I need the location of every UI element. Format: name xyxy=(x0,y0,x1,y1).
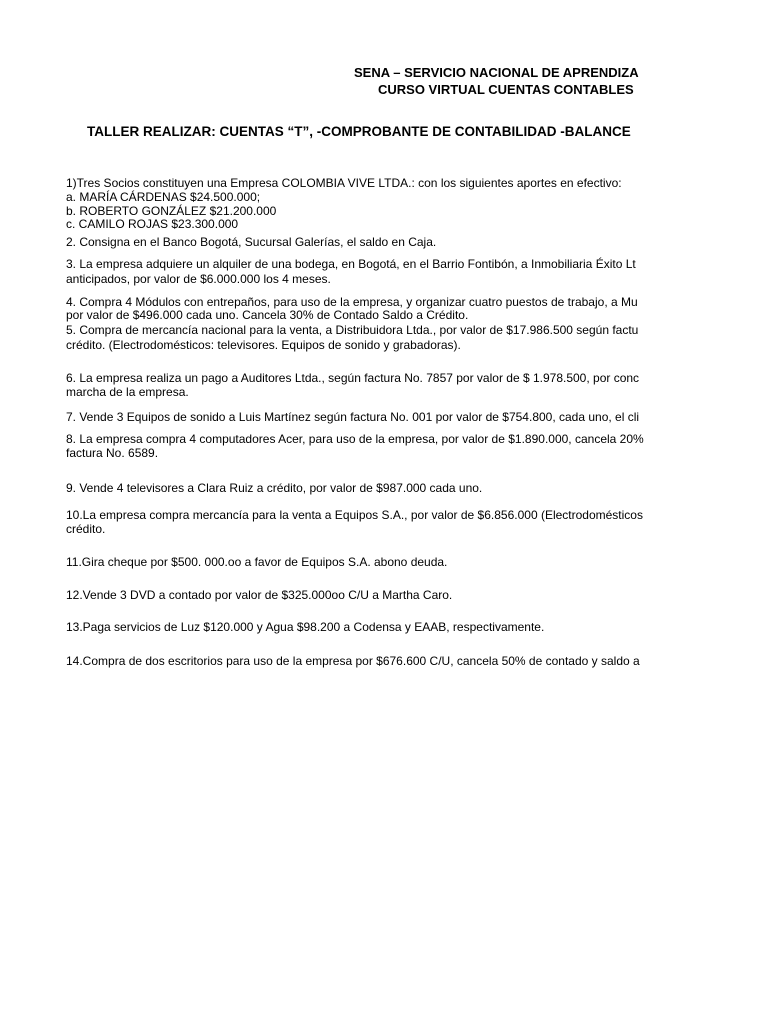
item-3-line-2: anticipados, por valor de $6.000.000 los 4 meses. xyxy=(66,272,331,286)
item-5-line-2: crédito. (Electrodomésticos: televisores. Equipos de sonido y grabadoras). xyxy=(66,338,461,352)
item-1-a: a. MARÍA CÁRDENAS $24.500.000; xyxy=(66,190,261,204)
item-10-line-1: 10.La empresa compra mercancía para la venta a Equipos S.A., por valor de $6.856.000 (Electrodomésticos xyxy=(66,508,643,522)
item-11-text: 11.Gira cheque por $500. 000.oo a favor de Equipos S.A. abono deuda. xyxy=(66,555,448,569)
item-14-text: 14.Compra de dos escritorios para uso de la empresa por $676.600 C/U, cancela 50% de contado y saldo a xyxy=(66,654,640,668)
header-institution: SENA – SERVICIO NACIONAL DE APRENDIZA xyxy=(354,65,639,80)
item-3-line-1: 3. La empresa adquiere un alquiler de una bodega, en Bogotá, en el Barrio Fontibón, a Inmobiliaria Éxito Lt xyxy=(66,257,636,271)
header-course: CURSO VIRTUAL CUENTAS CONTABLES xyxy=(378,82,634,97)
item-10-line-2: crédito. xyxy=(66,522,106,536)
item-5-line-1: 5. Compra de mercancía nacional para la venta, a Distribuidora Ltda., por valor de $17.986.500 según factu xyxy=(66,323,639,337)
taller-title: TALLER REALIZAR: CUENTAS “T”, -COMPROBANTE DE CONTABILIDAD -BALANCE xyxy=(87,124,631,139)
item-9-text: 9. Vende 4 televisores a Clara Ruiz a crédito, por valor de $987.000 cada uno. xyxy=(66,481,483,495)
item-13-text: 13.Paga servicios de Luz $120.000 y Agua $98.200 a Codensa y EAAB, respectivamente. xyxy=(66,620,545,634)
item-12-text: 12.Vende 3 DVD a contado por valor de $325.000oo C/U a Martha Caro. xyxy=(66,588,453,602)
item-1-c: c. CAMILO ROJAS $23.300.000 xyxy=(66,217,239,231)
item-6-line-1: 6. La empresa realiza un pago a Auditores Ltda., según factura No. 7857 por valor de $ 1.978.500, por conc xyxy=(66,371,640,385)
item-7-text: 7. Vende 3 Equipos de sonido a Luis Martínez según factura No. 001 por valor de $754.800, cada uno, el cli xyxy=(66,410,640,424)
item-4-line-2: por valor de $496.000 cada uno. Cancela 30% de Contado Saldo a Crédito. xyxy=(66,308,469,322)
item-1-text: 1)Tres Socios constituyen una Empresa COLOMBIA VIVE LTDA.: con los siguientes aportes en efectivo: xyxy=(66,176,622,190)
item-8-line-1: 8. La empresa compra 4 computadores Acer, para uso de la empresa, por valor de $1.890.000, cancela 20% xyxy=(66,432,644,446)
item-6-line-2: marcha de la empresa. xyxy=(66,385,189,399)
item-4-line-1: 4. Compra 4 Módulos con entrepaños, para uso de la empresa, y organizar cuatro puestos de trabajo, a Mu xyxy=(66,295,638,309)
item-1-b: b. ROBERTO GONZÁLEZ $21.200.000 xyxy=(66,204,277,218)
item-8-line-2: factura No. 6589. xyxy=(66,446,159,460)
item-2-text: 2. Consigna en el Banco Bogotá, Sucursal Galerías, el saldo en Caja. xyxy=(66,235,437,249)
